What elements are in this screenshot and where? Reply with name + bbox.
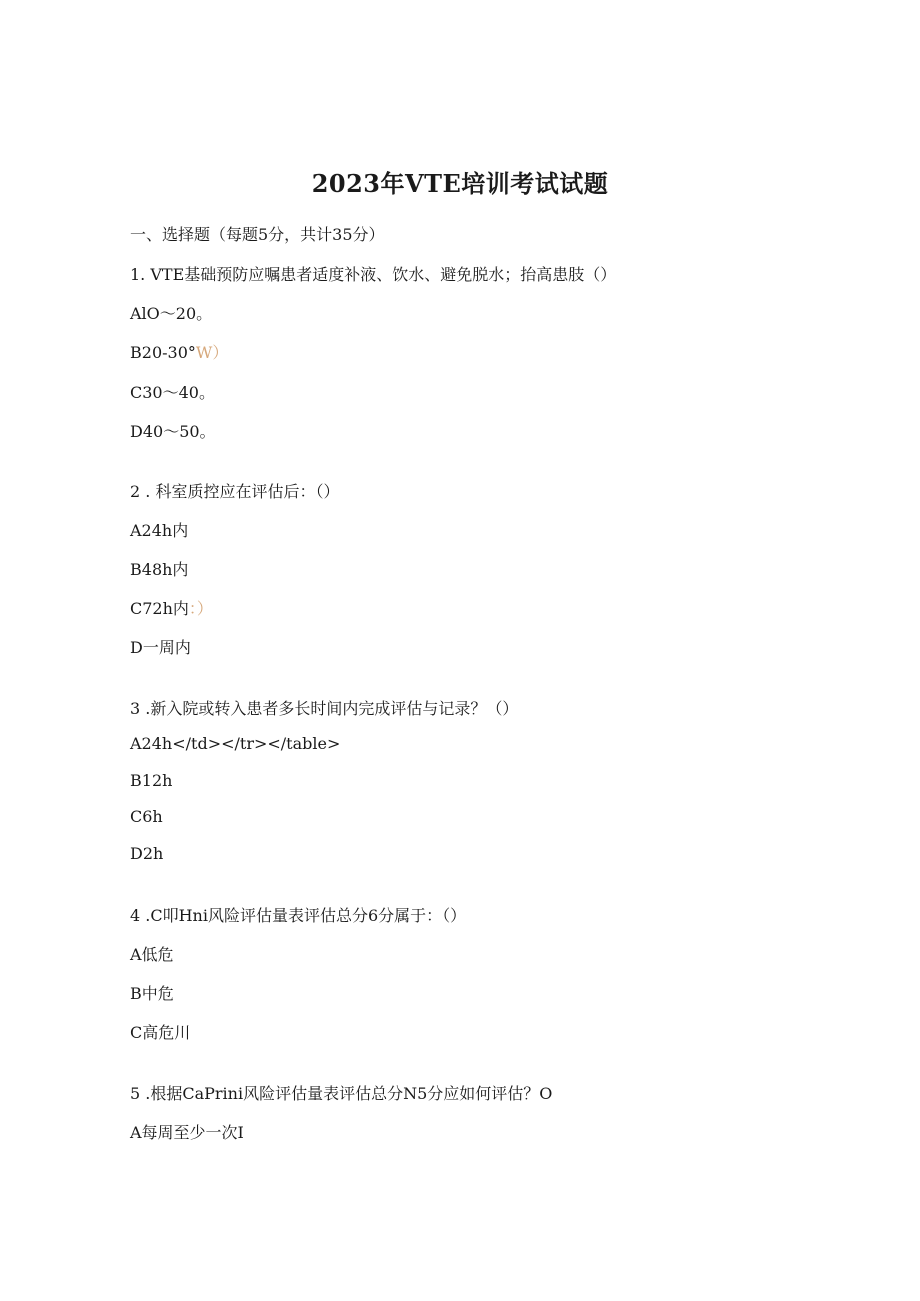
question-5: 5 .根据CaPrini风险评估量表评估总分N5分应如何评估？O <box>130 1084 553 1103</box>
question-3: 3 .新入院或转入患者多长时间内完成评估与记录？（） <box>130 699 519 718</box>
q4-option-b: B中危 <box>130 984 174 1003</box>
document-title: 2023年VTE培训考试试题 <box>311 169 609 198</box>
q2-option-c-mark: ：） <box>188 599 213 618</box>
q2-option-d: D一周内 <box>130 638 191 657</box>
q2-option-c <box>130 596 213 619</box>
q2-option-c-text: C72h内 <box>130 599 189 618</box>
q1-option-b-mark: W） <box>195 343 229 362</box>
q4-option-a: A低危 <box>130 945 174 964</box>
q1-option-b-text: B20-30° <box>130 343 196 362</box>
q5-option-a: A每周至少一次I <box>130 1123 244 1142</box>
q2-option-a: A24h内 <box>130 521 189 540</box>
question-4: 4 .C叩Hni风险评估量表评估总分6分属于：（） <box>130 906 467 925</box>
q1-option-c: C30～40。 <box>130 383 215 402</box>
q2-option-b: B48h内 <box>130 560 189 579</box>
q1-option-b <box>130 340 228 363</box>
question-1: 1. VTE基础预防应嘱患者适度补液、饮水、避免脱水；抬高患肢（） <box>130 265 617 284</box>
q1-option-d: D40～50。 <box>130 422 216 441</box>
q3-option-b: B12h <box>130 771 173 790</box>
q3-option-d: D2h <box>130 844 164 863</box>
q3-option-c: C6h <box>130 807 163 826</box>
q4-option-c: C高危川 <box>130 1023 191 1042</box>
section-heading: 一、选择题（每题5分，共计35分） <box>130 225 385 244</box>
question-2: 2 . 科室质控应在评估后：（） <box>130 482 340 501</box>
q3-option-a: A24h</td></tr></table> <box>130 734 341 753</box>
q1-option-a: AlO～20。 <box>130 304 213 323</box>
